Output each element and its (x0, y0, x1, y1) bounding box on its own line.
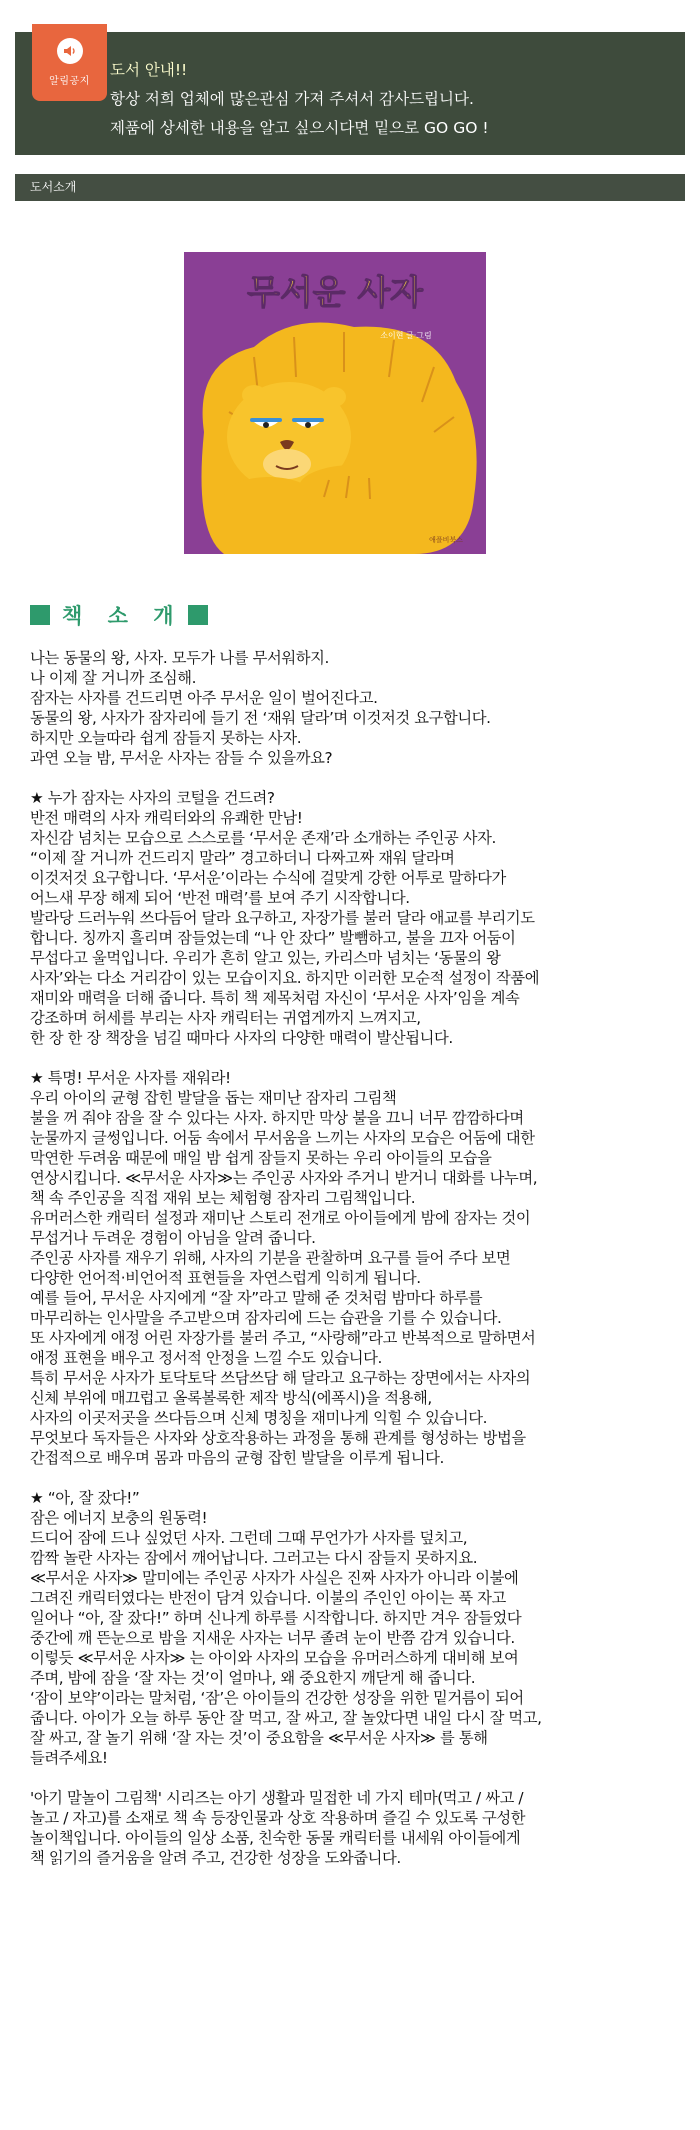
section-bar-book-intro: 도서소개 (15, 174, 685, 201)
body-text-line: 나는 동물의 왕, 사자. 모두가 나를 무서워하지. (30, 649, 329, 667)
body-text-line: 사자의 이곳저곳을 쓰다듬으며 신체 명칭을 재미나게 익힐 수 있습니다. (30, 1409, 488, 1427)
paragraph-gap (30, 1768, 690, 1788)
body-text-line: 또 사자에게 애정 어린 자장가를 불러 주고, “사랑해”라고 반복적으로 말하면서 (30, 1329, 536, 1347)
body-text-line: 불을 꺼 줘야 잠을 잘 수 있다는 사자. 하지만 막상 불을 끄니 너무 깜깜하다며 (30, 1109, 524, 1127)
body-text-line: 중간에 깨 뜬눈으로 밤을 지새운 사자는 너무 졸려 눈이 반쯤 감겨 있습니다. (30, 1629, 515, 1647)
body-text-line: 우리 아이의 균형 잡힌 발달을 돕는 재미난 잠자리 그림책 (30, 1089, 397, 1107)
body-text-line: 나 이제 잘 거니까 조심해. (30, 669, 197, 687)
notice-line-1: 도서 안내!! (110, 61, 188, 79)
body-text-line: 놀이책입니다. 아이들의 일상 소품, 친숙한 동물 캐릭터를 내세워 아이들에게 (30, 1829, 521, 1847)
body-text-line: 일어나 “아, 잘 잤다!” 하며 신나게 하루를 시작합니다. 하지만 겨우 잠들었다 (30, 1609, 522, 1627)
paragraph-gap (30, 1468, 690, 1488)
paragraph-gap (30, 768, 690, 788)
body-text-line: 자신감 넘치는 모습으로 스스로를 ‘무서운 존재’라 소개하는 주인공 사자. (30, 829, 497, 847)
body-text-line: 강조하며 허세를 부리는 사자 캐릭터는 귀엽게까지 느껴지고, (30, 1009, 421, 1027)
body-text-line: 애정 표현을 배우고 정서적 안정을 느낄 수도 있습니다. (30, 1349, 382, 1367)
body-text-line: 이렇듯 ≪무서운 사자≫ 는 아이와 사자의 모습을 유머러스하게 대비해 보여 (30, 1649, 519, 1667)
body-text-line: 어느새 무장 해제 되어 ‘반전 매력’를 보여 주기 시작합니다. (30, 889, 410, 907)
body-text-line: 잠은 에너지 보충의 원동력! (30, 1509, 208, 1527)
intro-body (30, 648, 690, 1868)
body-text-line: 예를 들어, 무서운 사지에게 “잘 자”라고 말해 준 것처럼 밤마다 하루를 (30, 1289, 483, 1307)
body-text-line: 잘 싸고, 잘 놀기 위해 ‘잘 자는 것’이 중요함을 ≪무서운 사자≫ 를 통해 (30, 1729, 488, 1747)
body-text-line: 유머러스한 캐릭터 설정과 재미난 스토리 전개로 아이들에게 밤에 잠자는 것이 (30, 1209, 531, 1227)
body-text-line: 간접적으로 배우며 몸과 마음의 균형 잡힌 발달을 이루게 됩니다. (30, 1449, 444, 1467)
body-text-line: 잠자는 사자를 건드리면 아주 무서운 일이 벌어진다고. (30, 689, 378, 707)
body-text-line: 과연 오늘 밤, 무서운 사자는 잠들 수 있을까요? (30, 749, 333, 767)
body-text-line: 책 속 주인공을 직접 재워 보는 체험형 잠자리 그림책입니다. (30, 1189, 416, 1207)
body-text-line: ‘잠이 보약’이라는 말처럼, ‘잠’은 아이들의 건강한 성장을 위한 밑거름이 되어 (30, 1689, 524, 1707)
body-text-line: 드디어 잠에 드나 싶었던 사자. 그런데 그때 무언가가 사자를 덮치고, (30, 1529, 468, 1547)
body-text-line: 눈물까지 글썽입니다. 어둠 속에서 무서움을 느끼는 사자의 모습은 어둠에 대한 (30, 1129, 535, 1147)
body-text-line: 하지만 오늘따라 쉽게 잠들지 못하는 사자. (30, 729, 302, 747)
body-text-line: 놀고 / 자고)를 소재로 책 속 등장인물과 상호 작용하며 즐길 수 있도록 구성한 (30, 1809, 526, 1827)
body-text-line: 무섭거나 두려운 경험이 아님을 알려 줍니다. (30, 1229, 316, 1247)
body-text-line: 들려주세요! (30, 1749, 108, 1767)
body-text-line: 동물의 왕, 사자가 잠자리에 들기 전 ‘재워 달라’며 이것저것 요구합니다. (30, 709, 491, 727)
notice-tab (32, 24, 107, 101)
body-text-line: 무섭다고 울먹입니다. 우리가 흔히 알고 있는, 카리스마 넘치는 ‘동물의 왕 (30, 949, 501, 967)
intro-heading (30, 600, 208, 630)
notice-line-3: 제품에 상세한 내용을 알고 싶으시다면 밑으로 GO GO ! (110, 119, 489, 137)
heading-square-left-icon (30, 605, 50, 625)
body-text-line: 다양한 언어적·비언어적 표현들을 자연스럽게 익히게 됩니다. (30, 1269, 421, 1287)
body-text-line: 발라당 드러누워 쓰다듬어 달라 요구하고, 자장가를 불러 달라 애교를 부리기도 (30, 909, 535, 927)
body-text-line: 마무리하는 인사말을 주고받으며 잠자리에 드는 습관을 기를 수 있습니다. (30, 1309, 502, 1327)
speaker-icon (57, 38, 83, 64)
body-text-line: 주며, 밤에 잠을 ‘잘 자는 것’이 얼마나, 왜 중요한지 깨닫게 해 줍니다. (30, 1669, 476, 1687)
body-text-line: “이제 잘 거니까 건드리지 말라” 경고하더니 다짜고짜 재워 달라며 (30, 849, 455, 867)
body-text-line: 특히 무서운 사자가 토닥토닥 쓰담쓰담 해 달라고 요구하는 장면에서는 사자의 (30, 1369, 531, 1387)
cover-author: 소이현 글·그림 (380, 331, 432, 340)
body-text-line: 책 읽기의 즐거움을 알려 주고, 건강한 성장을 도와줍니다. (30, 1849, 401, 1867)
body-text-line: 깜짝 놀란 사자는 잠에서 깨어납니다. 그러고는 다시 잠들지 못하지요. (30, 1549, 478, 1567)
body-text-line: 연상시킵니다. ≪무서운 사자≫는 주인공 사자와 주거니 받거니 대화를 나누며, (30, 1169, 538, 1187)
body-text-line: 막연한 두려움 때문에 매일 밤 쉽게 잠들지 못하는 우리 아이들의 모습을 (30, 1149, 492, 1167)
body-text-line: ≪무서운 사자≫ 말미에는 주인공 사자가 사실은 진짜 사자가 아니라 이불에 (30, 1569, 519, 1587)
body-text-line: 주인공 사자를 재우기 위해, 사자의 기분을 관찰하며 요구를 들어 주다 보면 (30, 1249, 511, 1267)
notice-lines (110, 56, 489, 143)
body-text-line: 무엇보다 독자들은 사자와 상호작용하는 과정을 통해 관계를 형성하는 방법을 (30, 1429, 526, 1447)
notice-tab-label: 알림공지 (49, 76, 90, 87)
body-text-line: 합니다. 칭까지 흘리며 잠들었는데 “나 안 잤다” 발뺌하고, 불을 끄자 어둠이 (30, 929, 516, 947)
body-text-line: 신체 부위에 매끄럽고 올록볼록한 제작 방식(에폭시)을 적용해, (30, 1389, 432, 1407)
body-text-line: ★ 누가 잠자는 사자의 코털을 건드려? (30, 789, 275, 807)
body-text-line: 이것저것 요구합니다. ‘무서운’이라는 수식에 걸맞게 강한 어투로 말하다가 (30, 869, 506, 887)
notice-line-2: 항상 저희 업체에 많은관심 가져 주셔서 감사드립니다. (110, 90, 474, 108)
body-text-line: ★ “아, 잘 잤다!” (30, 1489, 140, 1507)
notice-banner (15, 32, 685, 155)
body-text-line: 줍니다. 아이가 오늘 하루 동안 잘 먹고, 잘 싸고, 잘 놀았다면 내일 다시 잘 먹고, (30, 1709, 542, 1727)
intro-heading-text: 책 소 개 (62, 604, 183, 628)
body-text-line: 재미와 매력을 더해 줍니다. 특히 책 제목처럼 자신이 ‘무서운 사자’임을 계속 (30, 989, 520, 1007)
body-text-line: ★ 특명! 무서운 사자를 재워라! (30, 1069, 231, 1087)
body-text-line: 반전 매력의 사자 캐릭터와의 유쾌한 만남! (30, 809, 303, 827)
body-text-line: '아기 말놀이 그림책' 시리즈는 아기 생활과 밀접한 네 가지 테마(먹고 / 싸고 / (30, 1789, 524, 1807)
cover-title: 무서운 사자 (246, 273, 424, 313)
body-text-line: 그려진 캐릭터였다는 반전이 담겨 있습니다. 이불의 주인인 아이는 푹 자고 (30, 1589, 506, 1607)
book-cover-image (184, 252, 486, 554)
body-text-line: 한 장 한 장 책장을 넘길 때마다 사자의 다양한 매력이 발산됩니다. (30, 1029, 453, 1047)
heading-square-right-icon (188, 605, 208, 625)
paragraph-gap (30, 1048, 690, 1068)
body-text-line: 사자’와는 다소 거리감이 있는 모습이지요. 하지만 이러한 모순적 설정이 작품에 (30, 969, 540, 987)
cover-publisher: 애플비북스 (429, 536, 463, 544)
